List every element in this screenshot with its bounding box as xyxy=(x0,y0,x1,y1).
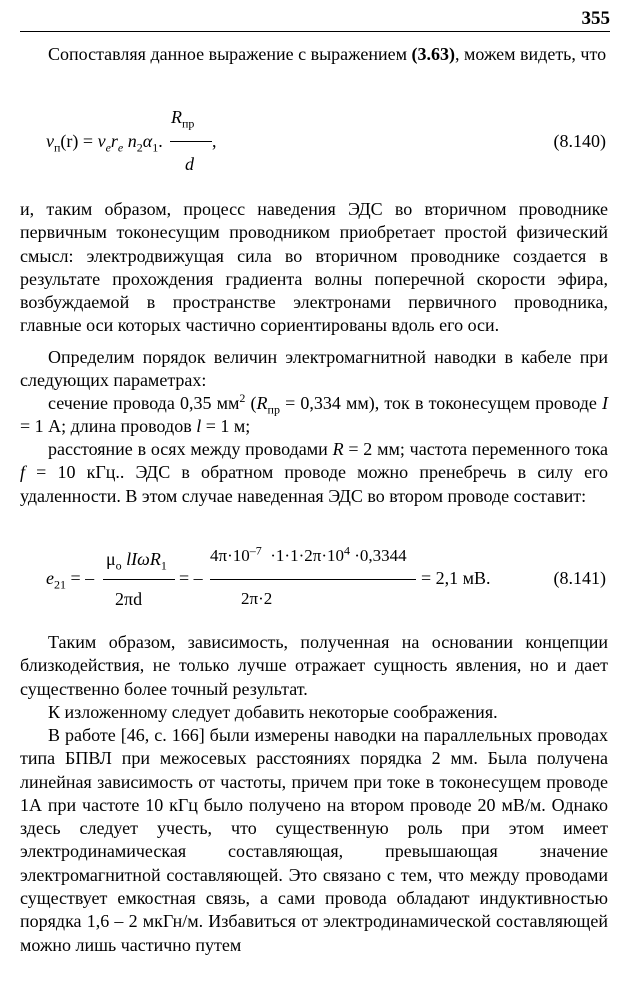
symbol: d xyxy=(185,154,194,174)
subscript: e xyxy=(117,140,124,155)
equation-number: (8.141) xyxy=(553,568,606,588)
symbol: = – xyxy=(66,568,95,588)
symbol: α xyxy=(142,131,153,151)
paragraph-reference-work: В работе [46, с. 166] были измерены наводки на параллельных проводах типа БПВЛ при межосевых расстояниях порядка 2 мм. Была получена линейная зависимость от частоты, причем при токе в токонесущем проводе 1А при частоте 10 кГц было получено на втором проводе 20 мВ/м. Однако здесь следует учесть, что существенную роль при этом имеет электродинамическая составляющая, превышающая значение электромагнитной составляющей. Это связано с тем, что между проводами существует емкостная связь, а сами провода обладают индуктивностью порядка 1,6 – 2 мкГн/м. Избавиться от электродинамической составляющей можно лишь частично путем xyxy=(20,725,608,955)
fraction1-line xyxy=(103,579,175,580)
fraction1-denominator: 2πd xyxy=(115,589,143,609)
text-run: ( xyxy=(245,393,257,413)
paragraph-determine: Определим порядок величин электромагнитной наводки в кабеле при следующих параметрах: xyxy=(20,347,608,391)
subscript: о xyxy=(115,558,122,573)
symbol: lIωR xyxy=(121,549,161,569)
text-run: Сопоставляя данное выражение с выражением xyxy=(48,44,412,64)
fraction2-denominator: 2π·2 xyxy=(241,589,273,608)
symbol: R xyxy=(171,107,182,127)
symbol: . xyxy=(158,131,163,151)
text-run: расстояние в осях между проводами xyxy=(48,439,333,459)
equation-lhs xyxy=(46,568,95,592)
symbol: I xyxy=(602,393,609,413)
paragraph-comparison xyxy=(20,43,608,66)
superscript: 2 xyxy=(239,391,246,405)
symbol: R xyxy=(332,439,344,459)
equation-result: = 2,1 мВ. xyxy=(421,568,491,588)
fraction2-line xyxy=(210,579,416,580)
symbol: r xyxy=(110,131,118,151)
fraction1-numerator xyxy=(106,549,167,573)
symbol: f xyxy=(20,462,26,483)
symbol: l xyxy=(196,416,202,437)
superscript: 4 xyxy=(343,543,350,558)
subscript: п xyxy=(54,140,61,155)
fraction2-numerator xyxy=(210,543,407,566)
fraction-denominator xyxy=(185,154,194,175)
symbol: ·0,3344 xyxy=(349,546,407,565)
subscript: пр xyxy=(267,402,280,417)
subscript: e xyxy=(105,140,111,155)
text-run: = 0,334 мм), ток в токонесущем проводе xyxy=(279,393,603,413)
paragraph-additions: К изложенному следует добавить некоторые соображения. xyxy=(48,702,498,722)
fraction-line xyxy=(170,141,212,142)
symbol: ·1·1·2π·10 xyxy=(261,546,344,565)
superscript: –7 xyxy=(249,543,262,558)
equation-lhs xyxy=(46,131,163,155)
symbol: R xyxy=(256,393,268,413)
equals-minus: = – xyxy=(179,568,203,588)
paragraph-distance xyxy=(20,438,608,508)
text-run: сечение провода 0,35 мм xyxy=(48,393,240,413)
symbol: e xyxy=(46,568,54,588)
page-number: 355 xyxy=(581,8,610,29)
text-run: = 1 А; длина проводов xyxy=(20,416,197,437)
symbol: 4π·10 xyxy=(210,546,250,565)
paragraph-physical-meaning: и, таким образом, процесс наведения ЭДС во вторичном проводнике первичным токонесущим проводником приобретает простой физический смысл: электродвижущая сила во вторичном проводнике создается в результате прохождения градиента волны поперечной скорости эфира, возбуждаемой в пространстве электронами первичного проводника, главные оси которых частично сориентированы вдоль его оси. xyxy=(20,199,608,336)
subscript: 2 xyxy=(136,140,143,155)
header-rule xyxy=(20,31,610,32)
equation-reference: (3.63) xyxy=(411,44,456,64)
text-run: = 2 мм; частота переменного тока xyxy=(343,439,609,459)
fraction-numerator xyxy=(171,107,195,131)
subscript: 21 xyxy=(54,577,66,592)
text-run: , можем видеть, что xyxy=(455,44,607,64)
symbol: v xyxy=(46,131,54,151)
subscript: 1 xyxy=(160,558,167,573)
subscript: 1 xyxy=(152,140,159,155)
symbol: μ xyxy=(106,549,116,569)
paragraph-conclusion: Таким образом, зависимость, полученная на основании концепции близкодействия, не только лучше отражает сущность явления, но и дает существенно более точный результат. xyxy=(20,632,608,699)
subscript: пр xyxy=(182,116,195,131)
symbol: (r) = xyxy=(60,131,98,151)
paragraph-parameters xyxy=(20,392,608,439)
equation-number: (8.140) xyxy=(553,131,606,151)
text-run: = 10 кГц.. ЭДС в обратном проводе можно пренебречь в силу его удаленности. В этом случае наведенная ЭДС во втором проводе составит: xyxy=(20,462,608,506)
symbol: v xyxy=(97,131,106,151)
symbol: n xyxy=(123,131,137,151)
equation-comma: , xyxy=(212,131,217,151)
text-run: = 1 м; xyxy=(201,416,251,437)
